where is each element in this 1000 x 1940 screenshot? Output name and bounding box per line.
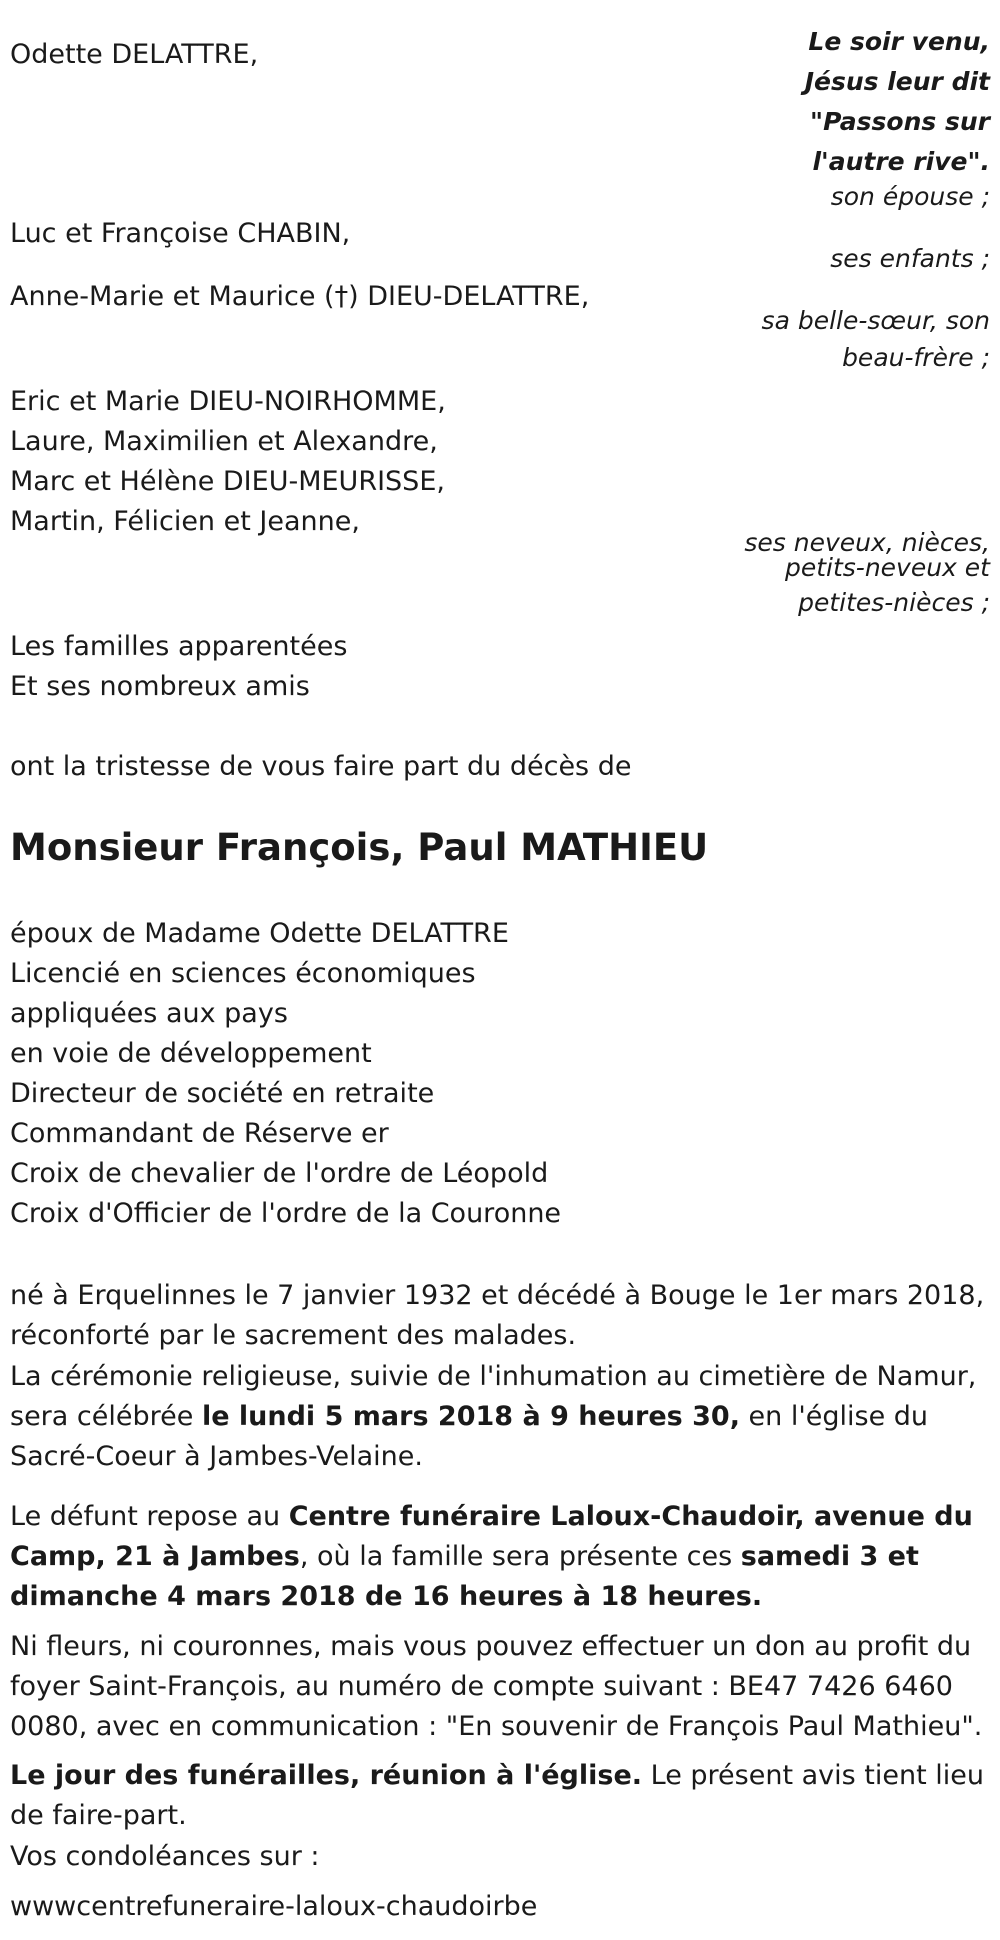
list-item: Croix de chevalier de l'ordre de Léopold xyxy=(10,1158,549,1189)
verse-line: Jésus leur dit xyxy=(804,67,990,96)
family-name-in-law: Anne-Marie et Maurice (†) DIEU-DELATTRE, xyxy=(10,281,590,312)
deceased-titles xyxy=(10,914,561,1234)
visitation-dates: samedi 3 et dimanche 4 mars 2018 de 16 heures à 18 heures. xyxy=(10,1541,919,1612)
list-item: en voie de développement xyxy=(10,1038,372,1069)
list-item: Marc et Hélène DIEU-MEURISSE, xyxy=(10,466,445,497)
nephews-list xyxy=(10,382,446,542)
verse-quote xyxy=(805,22,990,182)
verse-line: "Passons sur xyxy=(810,107,990,136)
list-item: Directeur de société en retraite xyxy=(10,1078,435,1109)
list-item: Licencié en sciences économiques xyxy=(10,958,476,989)
funeral-day-paragraph: Le jour des funérailles, réunion à l'église. Le présent avis tient lieu de faire-part. xyxy=(10,1760,984,1831)
ceremony-paragraph: La cérémonie religieuse, suivie de l'inhumation au cimetière de Namur, sera célébrée le lundi 5 mars 2018 à 9 heures 30, en l'église du Sacré-Coeur à Jambes-Velaine. xyxy=(10,1361,977,1472)
funeral-center: Centre funéraire Laloux-Chaudoir, avenue du Camp, 21 à Jambes xyxy=(10,1501,973,1572)
family-name-spouse: Odette DELATTRE, xyxy=(10,39,259,70)
birth-death-paragraph: né à Erquelinnes le 7 janvier 1932 et décédé à Bouge le 1er mars 2018, réconforté par le sacrement des malades. xyxy=(10,1280,985,1351)
list-item: époux de Madame Odette DELATTRE xyxy=(10,918,509,949)
list-item: Croix d'Officier de l'ordre de la Couronne xyxy=(10,1198,562,1229)
list-item: Laure, Maximilien et Alexandre, xyxy=(10,426,438,457)
relation-in-law: sa belle-sœur, son beau-frère ; xyxy=(761,306,990,372)
verse-line: Le soir venu, xyxy=(808,27,990,56)
visitation-paragraph: Le défunt repose au Centre funéraire Laloux-Chaudoir, avenue du Camp, 21 à Jambes, où la famille sera présente ces samedi 3 et dimanche 4 mars 2018 de 16 heures à 18 heures. xyxy=(10,1501,973,1612)
list-item: Commandant de Réserve er xyxy=(10,1118,389,1149)
deceased-name: Monsieur François, Paul MATHIEU xyxy=(10,826,709,869)
relation-spouse: son épouse ; xyxy=(830,182,990,211)
list-item: Eric et Marie DIEU-NOIRHOMME, xyxy=(10,386,446,417)
website-link[interactable]: wwwcentrefuneraire-laloux-chaudoirbe xyxy=(10,1891,538,1922)
announcement-text: ont la tristesse de vous faire part du décès de xyxy=(10,751,632,782)
condolences-label: Vos condoléances sur : xyxy=(10,1841,320,1872)
relation-nephews: ses neveux, nièces, petits-neveux et petites-nièces ; xyxy=(744,528,990,617)
donation-paragraph: Ni fleurs, ni couronnes, mais vous pouvez effectuer un don au profit du foyer Saint-François, au numéro de compte suivant : BE47 7426 6460 0080, avec en communication : "En souvenir de François Paul Mathieu". xyxy=(10,1631,983,1742)
verse-line: l'autre rive". xyxy=(812,147,990,176)
other-relatives: Les familles apparentées Et ses nombreux amis xyxy=(10,631,348,702)
relation-children: ses enfants ; xyxy=(830,244,990,273)
family-name-children: Luc et Françoise CHABIN, xyxy=(10,218,351,249)
list-item: appliquées aux pays xyxy=(10,998,288,1029)
ceremony-date: le lundi 5 mars 2018 à 9 heures 30, xyxy=(201,1401,740,1432)
list-item: Martin, Félicien et Jeanne, xyxy=(10,506,360,537)
